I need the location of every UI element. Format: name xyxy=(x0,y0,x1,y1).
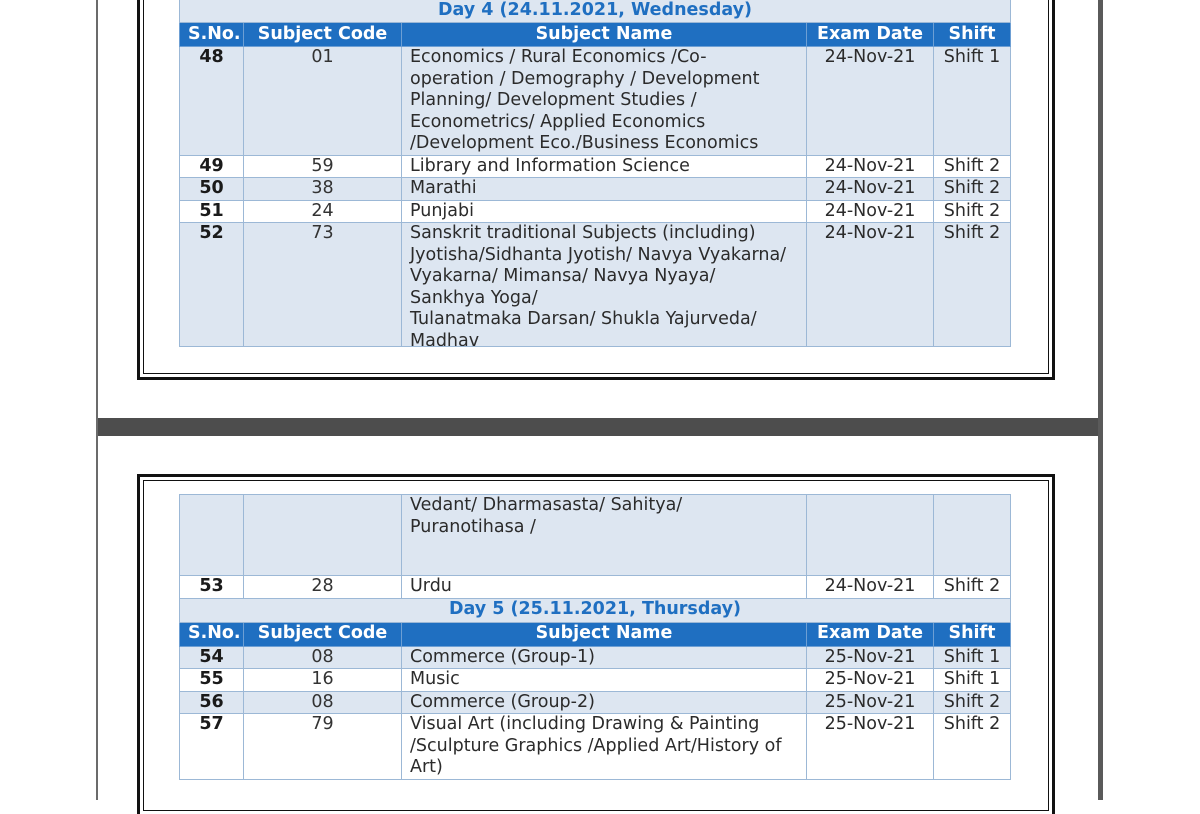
page-break-gap xyxy=(98,418,1098,436)
exam-date-cell: 25-Nov-21 xyxy=(807,691,934,714)
exam-date-cell: 24-Nov-21 xyxy=(807,178,934,201)
subject-name-line: Madhav xyxy=(410,330,480,346)
subject-name-cell: Punjabi xyxy=(402,200,807,223)
subject-name-cell xyxy=(402,495,807,576)
table-row xyxy=(180,223,1011,347)
subject-name-line: Vedant/ Dharmasasta/ Sahitya/ xyxy=(410,495,683,515)
sno-cell: 54 xyxy=(180,646,244,669)
subject-name-cell: Music xyxy=(402,669,807,692)
sno-cell: 50 xyxy=(180,178,244,201)
table-row xyxy=(180,178,1011,201)
table-row xyxy=(180,576,1011,599)
code-cell: 08 xyxy=(244,646,402,669)
exam-date-cell: 25-Nov-21 xyxy=(807,669,934,692)
table-row xyxy=(180,714,1011,780)
header-exam-date: Exam Date xyxy=(807,622,934,646)
subject-name-line: Puranotihasa / xyxy=(410,516,536,537)
sno-cell: 48 xyxy=(180,47,244,156)
header-exam-date: Exam Date xyxy=(807,23,934,47)
code-cell: 38 xyxy=(244,178,402,201)
exam-date-cell: 25-Nov-21 xyxy=(807,646,934,669)
subject-name-line: Tulanatmaka Darsan/ Shukla Yajurveda/ xyxy=(410,309,757,329)
exam-schedule-table-day4 xyxy=(179,0,1011,347)
shift-cell: Shift 2 xyxy=(934,200,1011,223)
sno-cell: 53 xyxy=(180,576,244,599)
subject-name-line: Visual Art (including Drawing & Painting xyxy=(410,714,760,734)
table-row xyxy=(180,646,1011,669)
subject-name-line: /Sculpture Graphics /Applied Art/History of xyxy=(410,735,782,756)
header-sno: S.No. xyxy=(180,23,244,47)
code-cell: 16 xyxy=(244,669,402,692)
exam-date-cell: 24-Nov-21 xyxy=(807,223,934,347)
subject-name-cell xyxy=(402,223,807,347)
exam-date-cell: 24-Nov-21 xyxy=(807,576,934,599)
table-row xyxy=(180,200,1011,223)
shift-cell: Shift 2 xyxy=(934,576,1011,599)
sno-cell: 57 xyxy=(180,714,244,780)
code-cell xyxy=(244,495,402,576)
shift-cell: Shift 2 xyxy=(934,223,1011,347)
subject-name-line: Sanskrit traditional Subjects (including) xyxy=(410,223,756,243)
subject-name-cell: Commerce (Group-1) xyxy=(402,646,807,669)
code-cell: 28 xyxy=(244,576,402,599)
subject-name-cell: Marathi xyxy=(402,178,807,201)
subject-name-line: Econometrics/ Applied Economics xyxy=(410,111,706,132)
code-cell: 73 xyxy=(244,223,402,347)
shift-cell: Shift 1 xyxy=(934,669,1011,692)
shift-cell: Shift 1 xyxy=(934,646,1011,669)
code-cell: 08 xyxy=(244,691,402,714)
header-subject-name: Subject Name xyxy=(402,23,807,47)
header-sno: S.No. xyxy=(180,622,244,646)
header-subject-name: Subject Name xyxy=(402,622,807,646)
page-edge-right xyxy=(1098,0,1103,800)
header-subject-code: Subject Code xyxy=(244,622,402,646)
subject-name-line: /Development Eco./Business Economics xyxy=(410,133,759,153)
subject-name-line: Sankhya Yoga/ xyxy=(410,287,538,308)
day-title: Day 5 (25.11.2021, Thursday) xyxy=(180,598,1011,622)
shift-cell xyxy=(934,495,1011,576)
shift-cell: Shift 2 xyxy=(934,714,1011,780)
table-row xyxy=(180,691,1011,714)
code-cell: 79 xyxy=(244,714,402,780)
subject-name-line: Art) xyxy=(410,757,443,777)
subject-name-cell xyxy=(402,714,807,780)
code-cell: 24 xyxy=(244,200,402,223)
exam-date-cell: 24-Nov-21 xyxy=(807,200,934,223)
subject-name-cell xyxy=(402,47,807,156)
sno-cell: 51 xyxy=(180,200,244,223)
day-header-row xyxy=(180,598,1011,622)
day-header-row xyxy=(180,0,1011,23)
page-edge-left xyxy=(96,0,98,800)
subject-name-cell: Commerce (Group-2) xyxy=(402,691,807,714)
subject-name-line: operation / Demography / Development xyxy=(410,68,760,89)
column-header-row xyxy=(180,23,1011,47)
shift-cell: Shift 2 xyxy=(934,691,1011,714)
subject-name-line: Planning/ Development Studies / xyxy=(410,90,697,110)
sno-cell xyxy=(180,495,244,576)
header-shift: Shift xyxy=(934,622,1011,646)
subject-name-line: Economics / Rural Economics /Co- xyxy=(410,47,707,67)
exam-date-cell xyxy=(807,495,934,576)
sno-cell: 49 xyxy=(180,155,244,178)
table-row xyxy=(180,669,1011,692)
sno-cell: 55 xyxy=(180,669,244,692)
code-cell: 01 xyxy=(244,47,402,156)
exam-schedule-table-day5 xyxy=(179,494,1011,780)
subject-name-line: Vyakarna/ Mimansa/ Navya Nyaya/ xyxy=(410,266,716,286)
day-title: Day 4 (24.11.2021, Wednesday) xyxy=(180,0,1011,23)
code-cell: 59 xyxy=(244,155,402,178)
table-row xyxy=(180,155,1011,178)
shift-cell: Shift 2 xyxy=(934,155,1011,178)
exam-date-cell: 24-Nov-21 xyxy=(807,47,934,156)
continuation-row xyxy=(180,495,1011,576)
shift-cell: Shift 1 xyxy=(934,47,1011,156)
table-row xyxy=(180,47,1011,156)
sno-cell: 56 xyxy=(180,691,244,714)
header-shift: Shift xyxy=(934,23,1011,47)
sno-cell: 52 xyxy=(180,223,244,347)
subject-name-line: Jyotisha/Sidhanta Jyotish/ Navya Vyakarna/ xyxy=(410,244,787,265)
exam-date-cell: 25-Nov-21 xyxy=(807,714,934,780)
subject-name-cell: Library and Information Science xyxy=(402,155,807,178)
exam-date-cell: 24-Nov-21 xyxy=(807,155,934,178)
subject-name-cell: Urdu xyxy=(402,576,807,599)
header-subject-code: Subject Code xyxy=(244,23,402,47)
column-header-row xyxy=(180,622,1011,646)
shift-cell: Shift 2 xyxy=(934,178,1011,201)
